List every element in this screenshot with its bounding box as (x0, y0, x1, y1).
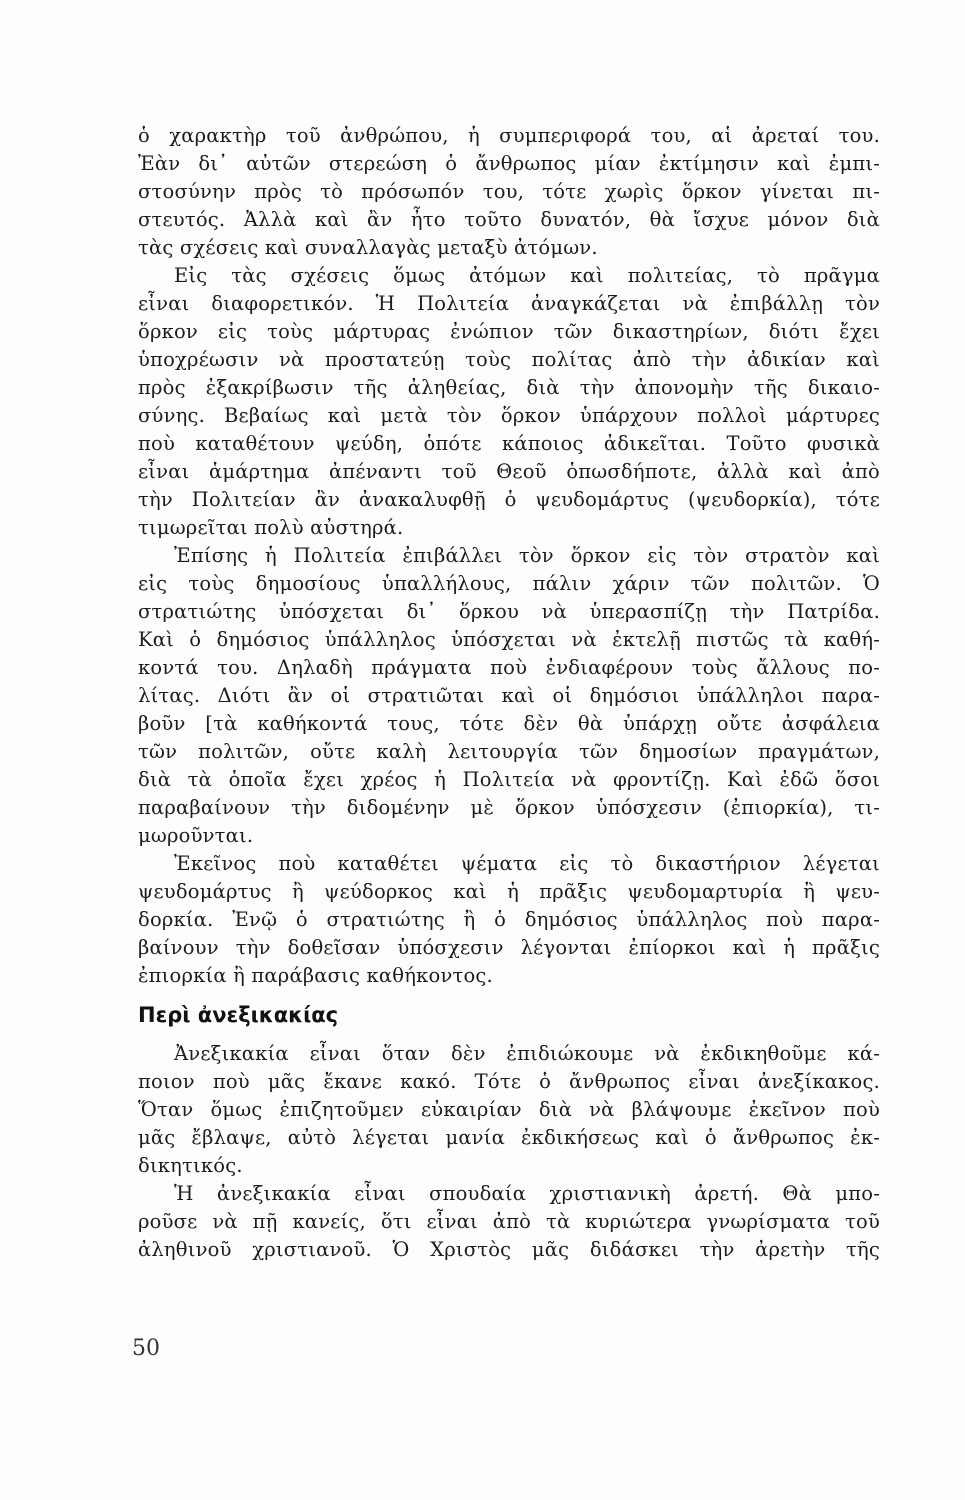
text-line: βοῦν [τὰ καθήκοντά τους, τότε δὲν θὰ ὑπάρχῃ οὔτε ἀσφάλεια (138, 712, 880, 735)
text-line: τὴν Πολιτείαν ἂν ἀνακαλυφθῇ ὁ ψευδομάρτυς (ψευδορκία), τότε (138, 488, 880, 511)
text-line: Εἰς τὰς σχέσεις ὅμως ἀτόμων καὶ πολιτείας, τὸ πρᾶγμα (174, 264, 880, 287)
text-line: ἀληθινοῦ χριστιανοῦ. Ὁ Χριστὸς μᾶς διδάσκει τὴν ἀρετὴν τῆς (138, 1238, 880, 1261)
text-line: ὅρκον εἰς τοὺς μάρτυρας ἐνώπιον τῶν δικαστηρίων, διότι ἔχει (138, 320, 880, 343)
paragraph (138, 262, 880, 542)
text-line: Ὅταν ὅμως ἐπιζητοῦμεν εὐκαιρίαν διὰ νὰ βλάψουμε ἐκεῖνον ποὺ (138, 1098, 880, 1121)
text-line: στρατιώτης ὑπόσχεται δι᾽ ὅρκου νὰ ὑπερασπίζῃ τὴν Πατρίδα. (138, 600, 880, 623)
text-line: παραβαίνουν τὴν διδομένην μὲ ὅρκον ὑπόσχεσιν (ἐπιορκία), τι- (138, 796, 880, 819)
paragraph (138, 1180, 880, 1264)
page-number: 50 (132, 1336, 160, 1361)
text-line: βαίνουν τὴν δοθεῖσαν ὑπόσχεσιν λέγονται ἐπίορκοι καὶ ἡ πρᾶξις (138, 936, 880, 959)
text-line: δικητικός. (138, 1154, 243, 1177)
text-line: ποὺ καταθέτουν ψεύδη, ὁπότε κάποιος ἀδικεῖται. Τοῦτο φυσικὰ (138, 432, 880, 455)
text-line: ποιον ποὺ μᾶς ἔκανε κακό. Τότε ὁ ἄνθρωπος εἶναι ἀνεξίκακος. (138, 1070, 880, 1093)
text-line: τιμωρεῖται πολὺ αὐστηρά. (138, 516, 404, 539)
text-line: τῶν πολιτῶν, οὔτε καλὴ λειτουργία τῶν δημοσίων πραγμάτων, (138, 740, 880, 763)
text-line: ροῦσε νὰ πῇ κανείς, ὅτι εἶναι ἀπὸ τὰ κυριώτερα γνωρίσματα τοῦ (138, 1210, 880, 1233)
text-line: Ἐὰν δι᾽ αὐτῶν στερεώση ὁ ἄνθρωπος μίαν ἐκτίμησιν καὶ ἐμπι- (138, 152, 880, 175)
text-line: στοσύνην πρὸς τὸ πρόσωπόν του, τότε χωρὶς ὅρκον γίνεται πι- (138, 180, 880, 203)
text-line: ψευδομάρτυς ἢ ψεύδορκος καὶ ἡ πρᾶξις ψευδομαρτυρία ἢ ψευ- (138, 880, 880, 903)
text-line: ὑποχρέωσιν νὰ προστατεύῃ τοὺς πολίτας ἀπὸ τὴν ἀδικίαν καὶ (138, 348, 880, 371)
text-line: πρὸς ἐξακρίβωσιν τῆς ἀληθείας, διὰ τὴν ἀπονομὴν τῆς δικαιο- (138, 376, 880, 399)
text-line: σύνης. Βεβαίως καὶ μετὰ τὸν ὅρκον ὑπάρχουν πολλοὶ μάρτυρες (138, 404, 880, 427)
text-line: κοντά του. Δηλαδὴ πράγματα ποὺ ἐνδιαφέρουν τοὺς ἄλλους πο- (138, 656, 880, 679)
text-line: λίτας. Διότι ἂν οἱ στρατιῶται καὶ οἱ δημόσιοι ὑπάλληλοι παρα- (138, 684, 880, 707)
text-line: μωροῦνται. (138, 824, 254, 847)
text-line: Ἡ ἀνεξικακία εἶναι σπουδαία χριστιανικὴ ἀρετή. Θὰ μπο- (174, 1182, 880, 1205)
text-line: τὰς σχέσεις καὶ συναλλαγὰς μεταξὺ ἀτόμων. (138, 236, 598, 259)
page-body (138, 122, 880, 1264)
text-line: Καὶ ὁ δημόσιος ὑπάλληλος ὑπόσχεται νὰ ἐκτελῇ πιστῶς τὰ καθή- (138, 628, 880, 651)
text-line: εἶναι διαφορετικόν. Ἡ Πολιτεία ἀναγκάζεται νὰ ἐπιβάλλῃ τὸν (138, 292, 880, 315)
text-line: Ἐκεῖνος ποὺ καταθέτει ψέματα εἰς τὸ δικαστήριον λέγεται (174, 852, 880, 875)
text-line: Ἐπίσης ἡ Πολιτεία ἐπιβάλλει τὸν ὅρκον εἰς τὸν στρατὸν καὶ (174, 544, 880, 567)
text-line: εἶναι ἁμάρτημα ἀπέναντι τοῦ Θεοῦ ὁπωσδήποτε, ἀλλὰ καὶ ἀπὸ (138, 460, 880, 483)
paragraph (138, 1040, 880, 1180)
text-line: ἐπιορκία ἢ παράβασις καθήκοντος. (138, 964, 493, 987)
text-line: εἰς τοὺς δημοσίους ὑπαλλήλους, πάλιν χάριν τῶν πολιτῶν. Ὁ (138, 572, 880, 595)
text-line: στευτός. Ἀλλὰ καὶ ἂν ἦτο τοῦτο δυνατόν, θὰ ἴσχυε μόνον διὰ (138, 208, 880, 231)
paragraph (138, 542, 880, 850)
text-line: μᾶς ἔβλαψε, αὐτὸ λέγεται μανία ἐκδικήσεως καὶ ὁ ἄνθρωπος ἐκ- (138, 1126, 880, 1149)
paragraph (138, 122, 880, 262)
section-heading: Περὶ ἀνεξικακίας (138, 1003, 339, 1027)
text-line: διὰ τὰ ὁποῖα ἔχει χρέος ἡ Πολιτεία νὰ φροντίζῃ. Καὶ ἐδῶ ὅσοι (138, 768, 880, 791)
text-line: δορκία. Ἐνῷ ὁ στρατιώτης ἢ ὁ δημόσιος ὑπάλληλος ποὺ παρα- (138, 908, 880, 931)
text-line: Ἀνεξικακία εἶναι ὅταν δὲν ἐπιδιώκουμε νὰ ἐκδικηθοῦμε κά- (174, 1042, 880, 1065)
text-line: ὁ χαρακτὴρ τοῦ ἀνθρώπου, ἡ συμπεριφορά του, αἱ ἀρεταί του. (138, 124, 880, 147)
paragraph (138, 850, 880, 990)
